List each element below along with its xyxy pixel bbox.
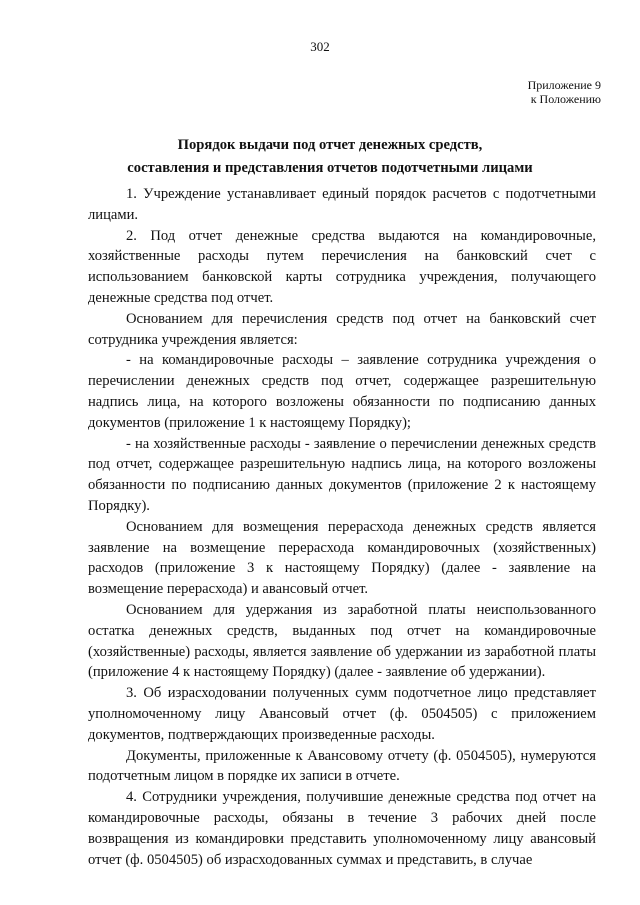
appendix-line-2: к Положению <box>530 92 601 106</box>
page-number: 302 <box>310 39 330 54</box>
paragraph: 3. Об израсходовании полученных сумм подотчетное лицо представляет уполномоченному лицу Авансовый отчет (ф. 0504505) с приложением документов, подтверждающих произведенные расходы. <box>88 685 596 743</box>
document-body <box>88 184 596 870</box>
appendix-line-1: Приложение 9 <box>527 78 601 92</box>
paragraph: Основанием для возмещения перерасхода денежных средств является заявление на возмещение перерасхода командировочных (хозяйственных) расходов (приложение 3 к настоящему Порядку) (далее - заявление на возмещение перерасхода) и авансовый отчет. <box>88 518 596 598</box>
paragraph: Документы, приложенные к Авансовому отчету (ф. 0504505), нумеруются подотчетным лицом в порядке их записи в отчете. <box>88 747 596 785</box>
document-title <box>80 134 580 180</box>
appendix-reference <box>528 78 601 106</box>
paragraph: Основанием для перечисления средств под отчет на банковский счет сотрудника учреждения является: <box>88 310 596 348</box>
paragraph: - на командировочные расходы – заявление сотрудника учреждения о перечислении денежных средств под отчет, содержащее разрешительную надпись лица, на которого возложены обязанности по подписанию данных документов (приложение 1 к настоящему Порядку); <box>88 352 596 431</box>
paragraph: 2. Под отчет денежные средства выдаются на командировочные, хозяйственные расходы путем перечисления на банковский счет с использованием банковской карты сотрудника учреждения, получающего денежные средства под отчет. <box>88 227 596 306</box>
paragraph: Основанием для удержания из заработной платы неиспользованного остатка денежных средств, выданных под отчет на командировочные (хозяйственные) расходы, является заявление об удержании из заработной платы (приложение 4 к настоящему Порядку) (далее - заявление об удержании). <box>88 601 596 681</box>
paragraph: 4. Сотрудники учреждения, получившие денежные средства под отчет на командировочные расходы, обязаны в течение 3 рабочих дней после возвращения из командировки представить уполномоченному лицу авансовый отчет (ф. 0504505) об израсходованных суммах и представить, в случае <box>88 789 596 868</box>
title-line-1: Порядок выдачи под отчет денежных средств, <box>177 137 483 153</box>
paragraph: - на хозяйственные расходы - заявление о перечислении денежных средств под отчет, содержащее разрешительную надпись лица, на которого возложены обязанности по подписанию данных документов (приложение 2 к настоящему Порядку). <box>88 435 596 514</box>
paragraph: 1. Учреждение устанавливает единый порядок расчетов с подотчетными лицами. <box>88 186 596 223</box>
title-line-2: составления и представления отчетов подотчетными лицами <box>127 160 533 176</box>
